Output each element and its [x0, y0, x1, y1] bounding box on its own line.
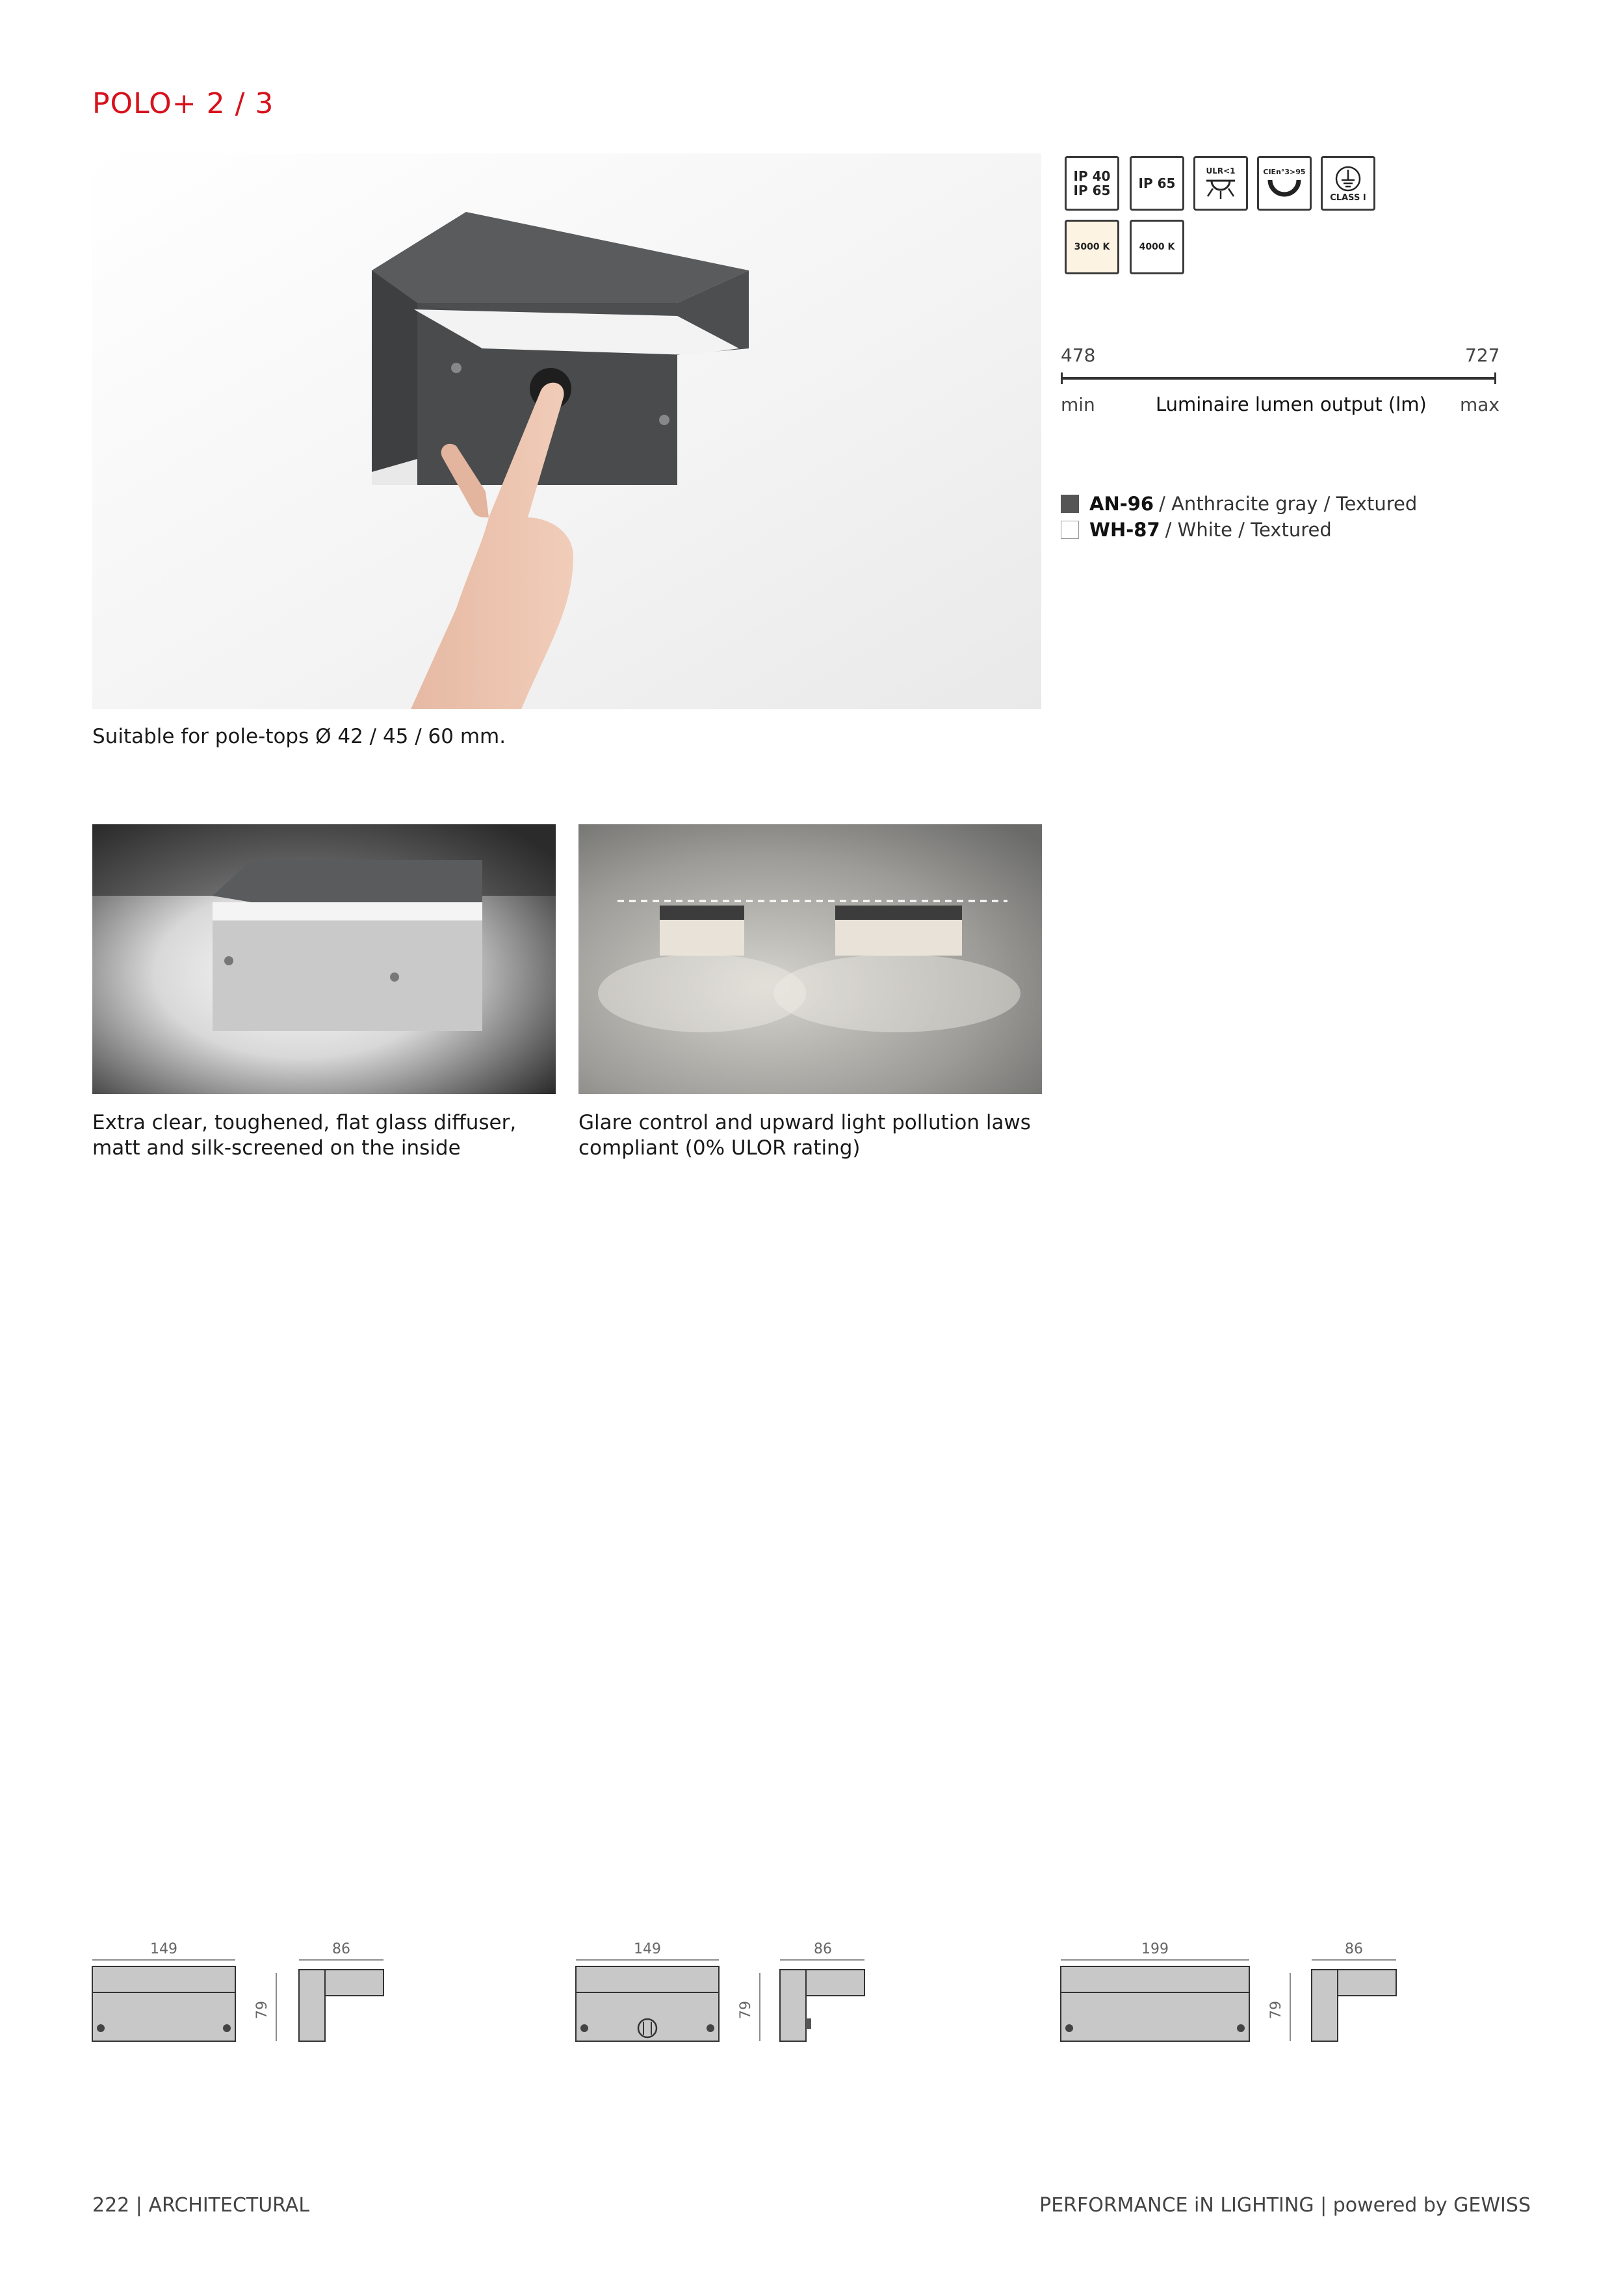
lumen-scale-tick-left: [1061, 372, 1063, 384]
light-rays-icon: [1202, 176, 1239, 200]
dim-front-width: 149: [634, 1941, 661, 1957]
dim-height: 79: [1268, 2001, 1284, 2019]
finish-code: AN-96: [1089, 493, 1154, 515]
page-title: POLO+ 2 / 3: [92, 87, 274, 120]
feature-photo-glare: [578, 824, 1042, 1094]
dim-side-depth: 86: [814, 1941, 832, 1957]
finish-desc: / Anthracite gray / Textured: [1159, 493, 1418, 515]
lumen-max-label: max: [1460, 394, 1500, 415]
dim-side-depth: 86: [332, 1941, 350, 1957]
ulr-icon: ULR<1: [1193, 156, 1248, 211]
ip65-icon: IP 65: [1130, 156, 1184, 211]
finish-anthracite: [1061, 493, 1417, 515]
hero-photo: [92, 153, 1041, 709]
hero-caption: Suitable for pole-tops Ø 42 / 45 / 60 mm.: [92, 725, 506, 748]
footer-right: PERFORMANCE iN LIGHTING | powered by GEWISS: [1039, 2194, 1531, 2217]
drawing-2: [576, 1941, 864, 2041]
dim-front-width: 149: [150, 1941, 177, 1957]
lumen-max-value: 727: [1465, 345, 1500, 366]
lumen-scale-line: [1061, 377, 1496, 380]
dim-height: 79: [738, 2001, 754, 2019]
feature2-caption: Glare control and upward light pollution laws compliant (0% ULOR rating): [578, 1111, 1031, 1160]
footer-left: 222 | ARCHITECTURAL: [92, 2194, 310, 2217]
cct-3000-icon: 3000 K: [1065, 220, 1119, 274]
color-arc-icon: [1265, 176, 1304, 200]
lumen-label: Luminaire lumen output (lm): [1156, 393, 1427, 415]
cct-4000-icon: 4000 K: [1130, 220, 1184, 274]
class1-icon: CLASS I: [1321, 156, 1375, 211]
earth-ground-icon: [1334, 164, 1362, 193]
feature-photo-diffuser: [92, 824, 556, 1094]
finish-swatch-anthracite: [1061, 495, 1079, 513]
lumen-min-value: 478: [1061, 345, 1096, 366]
drawing-3: [1061, 1941, 1396, 2041]
lumen-scale-tick-right: [1494, 372, 1496, 384]
finish-code: WH-87: [1089, 519, 1160, 541]
technical-drawings: [0, 1937, 1623, 2093]
lumen-min-label: min: [1061, 394, 1095, 415]
cri-icon: CIEn°3>95: [1257, 156, 1312, 211]
drawing-1: [92, 1941, 383, 2041]
finish-desc: / White / Textured: [1165, 519, 1332, 541]
finish-swatch-white: [1061, 521, 1079, 539]
dim-side-depth: 86: [1345, 1941, 1363, 1957]
finish-white: [1061, 519, 1332, 541]
feature1-caption: Extra clear, toughened, flat glass diffuser, matt and silk-screened on the inside: [92, 1111, 517, 1160]
dim-height: 79: [254, 2001, 270, 2019]
dim-front-width: 199: [1141, 1941, 1169, 1957]
ip-combo-icon: IP 40 IP 65: [1065, 156, 1119, 211]
